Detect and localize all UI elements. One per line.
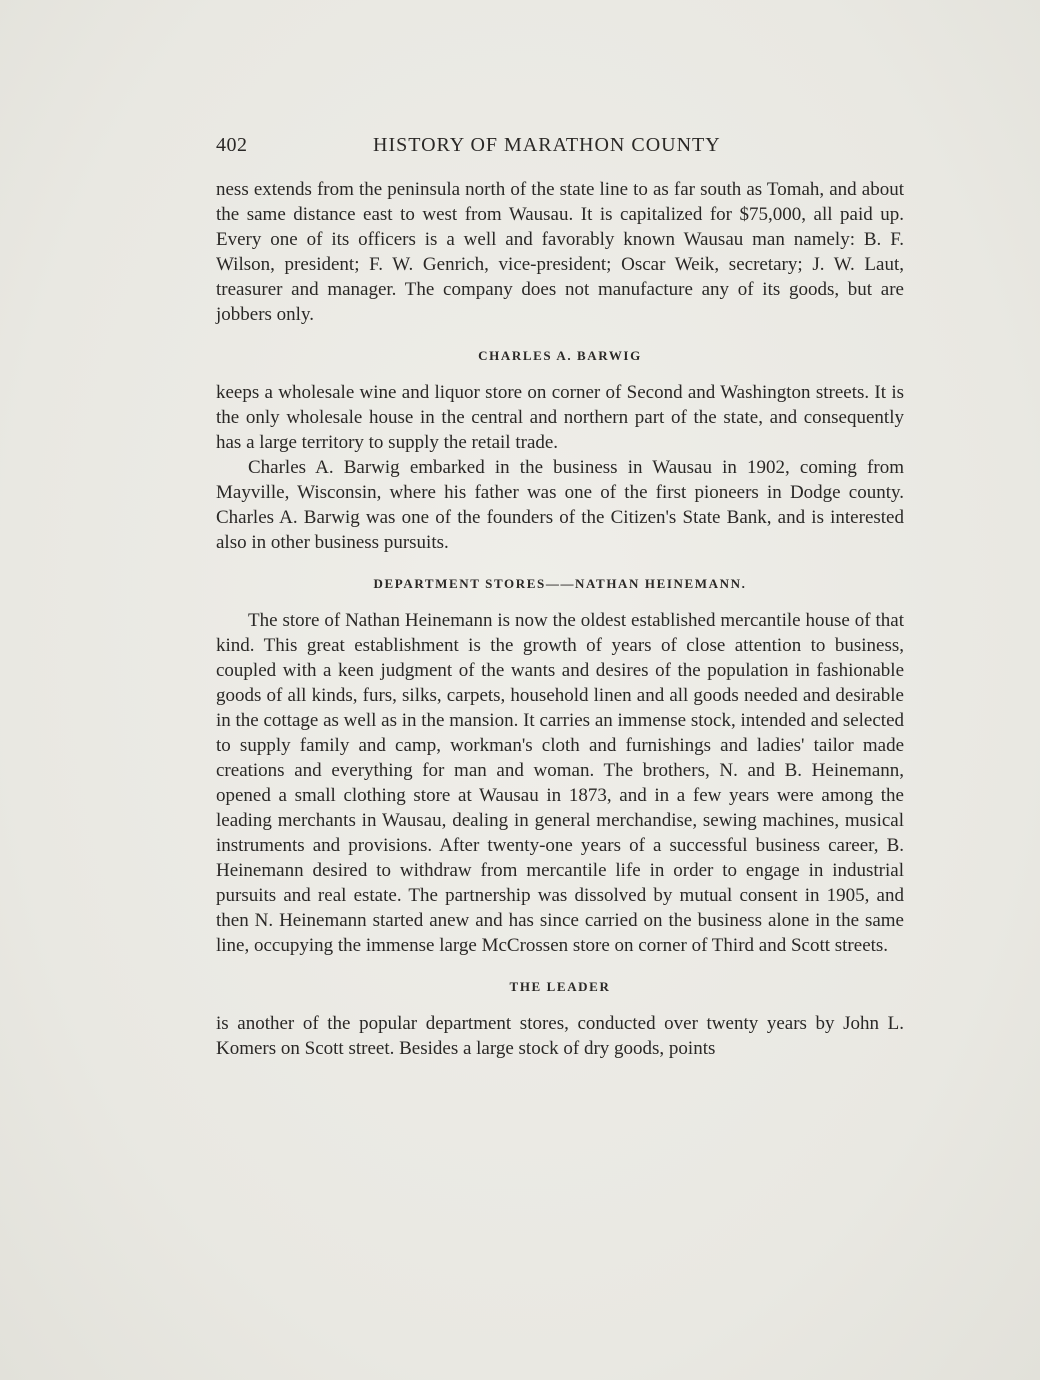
page-header [216,134,902,162]
page-number: 402 [216,134,248,156]
section-heading-department-stores: DEPARTMENT STORES——NATHAN HEINEMANN. [373,576,747,591]
heinemann-paragraph: The store of Nathan Heinemann is now the oldest established mercantile house of that kind. This great establishment is the growth of years of close attention to business, coupled with a keen judgment of the wants and desires of the population in fashionable goods of all kinds, furs, silks, carpets, household linen and all goods needed and desirable in the cottage as well as in the mansion. It carries an immense stock, intended and selected to supply family and camp, workman's cloth and furnishings and ladies' tailor made creations and everything for man and woman. The brothers, N. and B. Heinemann, opened a small clothing store at Wausau in 1873, and in a few years were among the leading merchants in Wausau, dealing in general merchandise, sewing machines, musical instruments and provisions. After twenty-one years of a successful business career, B. Heinemann desired to withdraw from mercantile life in order to engage in industrial pursuits and real estate. The partnership was dissolved by mutual consent in 1905, and then N. Heinemann started anew and has since carried on the business alone in the same line, occupying the immense large McCrossen store on corner of Third and Scott streets. [216,610,904,956]
barwig-paragraph-2: Charles A. Barwig embarked in the business in Wausau in 1902, coming from Mayville, Wisconsin, where his father was one of the first pioneers in Dodge county. Charles A. Barwig was one of the founders of the Citizen's State Bank, and is interested also in other business pursuits. [216,457,904,553]
page-body [216,177,904,1061]
section-heading-barwig: CHARLES A. BARWIG [478,348,642,363]
barwig-paragraph-1: keeps a wholesale wine and liquor store on corner of Second and Washington streets. It is the only wholesale house in the central and northern part of the state, and consequently has a large territory to supply the retail trade. [216,382,904,453]
section-heading-the-leader: THE LEADER [509,979,611,994]
running-title: HISTORY OF MARATHON COUNTY [373,134,721,156]
intro-paragraph: ness extends from the peninsula north of the state line to as far south as Tomah, and about the same distance east to west from Wausau. It is capitalized for $75,000, all paid up. Every one of its officers is a well and favorably known Wausau man namely: B. F. Wilson, president; F. W. Genrich, vice-president; Oscar Weik, secretary; J. W. Laut, treasurer and manager. The company does not manufacture any of its goods, but are jobbers only. [216,179,904,325]
leader-paragraph: is another of the popular department stores, conducted over twenty years by John L. Komers on Scott street. Besides a large stock of dry goods, points [216,1013,904,1059]
